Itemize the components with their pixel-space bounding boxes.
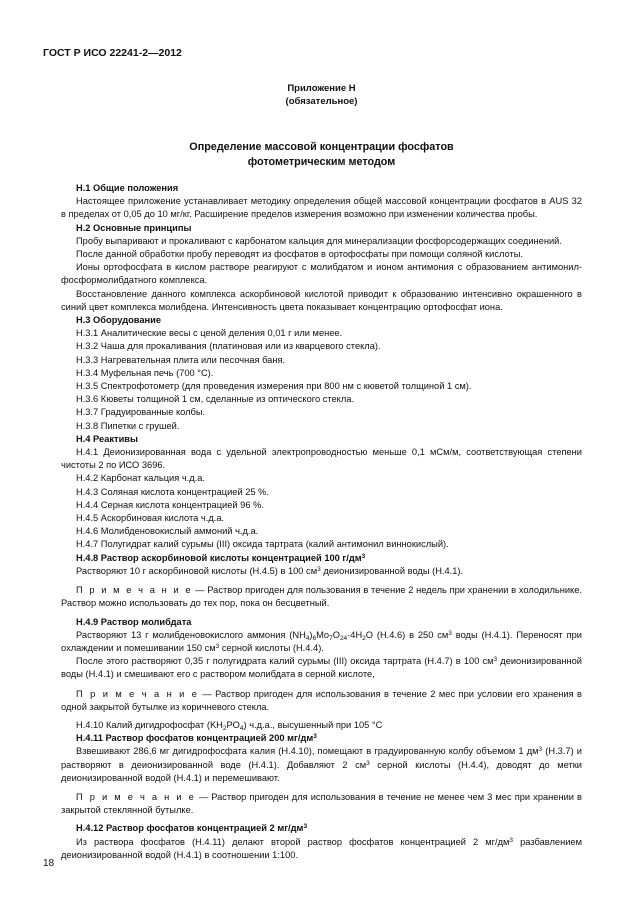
list-item: Н.4.6 Молибденовокислый аммоний ч.д.а. bbox=[76, 526, 259, 537]
text: Н.4.10 Калий дигидрофосфат (KH bbox=[76, 719, 223, 730]
note-label: П р и м е ч а н и е bbox=[76, 688, 199, 699]
document-title bbox=[61, 140, 582, 170]
paragraph: Восстановление данного комплекса аскорбиновой кислотой приводит к образованию интенсивно окрашенного в синий цвет комплекса молибдена. Интенсивность цвета показывает концентрацию ортофосфат иона. bbox=[61, 288, 582, 312]
note bbox=[61, 688, 582, 714]
document-title-line-2: фотометрическим методом bbox=[247, 156, 396, 168]
paragraph bbox=[61, 565, 582, 578]
heading-text: Н.4.8 Раствор аскорбиновой кислоты концентрацией 100 г/дм bbox=[76, 552, 362, 563]
paragraph: После данной обработки пробу переводят из фосфатов в ортофосфаты при помощи соляной кислоты. bbox=[76, 249, 524, 260]
text: деионизированной воды (Н.4.1). bbox=[320, 565, 464, 576]
list-item: Н.4.7 Полугидрат калий сурьмы (III) оксида тартрата (калий антимонил виннокислый). bbox=[76, 539, 449, 550]
superscript: 3 bbox=[538, 746, 543, 754]
subscript: 4 bbox=[305, 634, 310, 642]
list-item: Н.3.6 Кюветы толщиной 1 см, сделанные из оптического стекла. bbox=[76, 394, 355, 405]
note-text: — Раствор пригоден для пользования в течение 2 недель при хранении в холодильнике. Раствор можно использовать до тех пор, пока он бесцветный. bbox=[61, 585, 582, 609]
text: (Н.3.7) и растворяют в деионизированной воде (Н.4.1). Добавляют 2 см bbox=[61, 746, 582, 770]
superscript: 3 bbox=[361, 552, 366, 560]
heading-text: Н.4.12 Раствор фосфатов концентрацией 2 мг/дм bbox=[76, 823, 304, 834]
note bbox=[61, 791, 582, 817]
paragraph bbox=[61, 655, 582, 681]
superscript: 3 bbox=[317, 565, 321, 573]
section-heading-h4-9: Н.4.9 Раствор молибдата bbox=[76, 616, 192, 627]
list-item: Н.3.4 Муфельная печь (700 °С). bbox=[76, 367, 214, 378]
list-item: Н.4.2 Карбонат кальция ч.д.а. bbox=[76, 473, 206, 484]
section-heading-h2: Н.2 Основные принципы bbox=[76, 222, 192, 233]
list-item: Н.4.5 Аскорбиновая кислота ч.д.а. bbox=[76, 513, 225, 524]
list-item: Н.3.5 Спектрофотометр (для проведения измерения при 800 нм с кюветой толщиной 1 см). bbox=[76, 381, 472, 392]
text: серной кислоты (Н.4.4), доводят до метки деионизированной водой (Н.4.1) и перемешивают. bbox=[61, 759, 582, 783]
paragraph: Н.4.1 Деионизированная вода с удельной электропроводностью меньше 0,1 мСм/м, соответствующая степени чистоты 2 по ИСО 3696. bbox=[61, 447, 582, 471]
subscript: 6 bbox=[312, 634, 317, 642]
superscript: 3 bbox=[448, 629, 452, 637]
appendix-status: (обязательное) bbox=[285, 96, 358, 107]
text: Mo bbox=[316, 629, 330, 640]
text: После этого растворяют 0,35 г полугидрата калий сурьмы (III) оксида тартрата (Н.4.7) в 100 см bbox=[76, 656, 494, 667]
text: Из раствора фосфатов (Н.4.11) делают второй раствор фосфатов концентрацией 2 мг/дм bbox=[76, 836, 510, 847]
subscript: 7 bbox=[329, 634, 333, 642]
text: Растворяют 13 г молибденовокислого аммония (NH bbox=[76, 629, 306, 640]
section-heading-h3: Н.3 Оборудование bbox=[76, 315, 162, 326]
superscript: 3 bbox=[509, 836, 514, 844]
text: ) ч.д.а., высушенный при 105 °С bbox=[243, 719, 383, 730]
list-item: Н.3.2 Чаша для прокаливания (платиновая или из кварцевого стекла). bbox=[76, 341, 381, 352]
page-content bbox=[61, 82, 582, 862]
text: серной кислоты (Н.4.4). bbox=[219, 642, 324, 653]
text: PO bbox=[226, 719, 240, 730]
document-title-line-1: Определение массовой концентрации фосфатов bbox=[189, 141, 454, 153]
paragraph: Ионы ортофосфата в кислом растворе реагируют с молибдатом и ионом антимония с образованием антимонил-фосформолибдатного комплекса. bbox=[61, 262, 582, 286]
subscript: 2 bbox=[362, 634, 366, 642]
note-label: П р и м е ч а н и е bbox=[76, 791, 196, 802]
paragraph: Пробу выпаривают и прокаливают с карбонатом кальция для минерализации фосфорсодержащих соединений. bbox=[76, 235, 562, 246]
subscript: 2 bbox=[222, 724, 227, 732]
text: Растворяют 10 г аскорбиновой кислоты (Н.4.5) в 100 см bbox=[76, 565, 318, 576]
heading-text: Н.4.11 Раствор фосфатов концентрацией 200 мг/дм bbox=[76, 733, 314, 744]
note-text: — Раствор пригоден для использования в течение не менее чем 3 мес при хранении в закрытой стеклянной бутылке. bbox=[61, 791, 582, 816]
section-heading-h4-11 bbox=[61, 732, 582, 745]
page-number: 18 bbox=[43, 858, 55, 869]
text: O (Н.4.6) в 250 см bbox=[365, 629, 449, 640]
note-label: П р и м е ч а н и е bbox=[76, 585, 193, 596]
paragraph bbox=[61, 836, 582, 862]
section-heading-h4-12 bbox=[61, 822, 582, 835]
subscript: 4 bbox=[239, 724, 244, 732]
appendix-title: Приложение Н bbox=[287, 83, 356, 94]
section-heading-h4: Н.4 Реактивы bbox=[76, 433, 138, 444]
list-item: Н.4.4 Серная кислота концентрацией 96 %. bbox=[76, 499, 264, 510]
superscript: 3 bbox=[493, 656, 498, 664]
list-item: Н.4.3 Соляная кислота концентрацией 25 %. bbox=[76, 486, 270, 497]
list-item: Н.3.8 Пипетки с грушей. bbox=[76, 420, 180, 431]
list-item: Н.3.7 Градуированные колбы. bbox=[76, 407, 206, 418]
superscript: 3 bbox=[215, 642, 220, 650]
text: Взвешивают 286,6 мг дигидрофосфата калия (Н.4.10), помещают в градуированную колбу объемом 1 дм bbox=[76, 746, 539, 757]
text: O bbox=[332, 629, 340, 640]
list-item: Н.3.1 Аналитические весы с ценой деления 0,01 г или менее. bbox=[76, 328, 343, 339]
text: ) bbox=[309, 629, 313, 640]
section-heading-h4-8 bbox=[61, 552, 582, 565]
document-header: ГОСТ Р ИСО 22241-2—2012 bbox=[43, 47, 182, 59]
text: разбавлением деионизированной водой (Н.4.1) в соотношении 1:100. bbox=[61, 836, 582, 860]
text: деионизированной воды (Н.4.1) и смешивают его с раствором молибдата в серной кислоте, bbox=[61, 656, 582, 680]
paragraph: Настоящее приложение устанавливает методику определения общей массовой концентрации фосфатов в AUS 32 в пределах от 0,05 до 10 мг/кг. Расширение пределов измерения возможно при изменении количества пробы. bbox=[61, 196, 582, 220]
note-text: — Раствор пригоден для использования в течение 2 мес при условии его хранения в одной закрытой бутылке из коричневого стекла. bbox=[61, 688, 582, 712]
text: воды (Н.4.1). Переносят при охлаждении и помешивании 150 см bbox=[61, 629, 583, 653]
list-item bbox=[61, 719, 582, 732]
text: ·4H bbox=[347, 629, 363, 640]
list-item: Н.3.3 Нагревательная плита или песочная баня. bbox=[76, 354, 286, 365]
note bbox=[61, 584, 582, 610]
subscript: 24 bbox=[339, 634, 348, 642]
superscript: 3 bbox=[313, 733, 317, 741]
paragraph bbox=[61, 745, 582, 785]
superscript: 3 bbox=[366, 759, 370, 767]
superscript: 3 bbox=[303, 823, 308, 831]
paragraph bbox=[61, 629, 582, 655]
section-heading-h1: Н.1 Общие положения bbox=[76, 183, 179, 193]
